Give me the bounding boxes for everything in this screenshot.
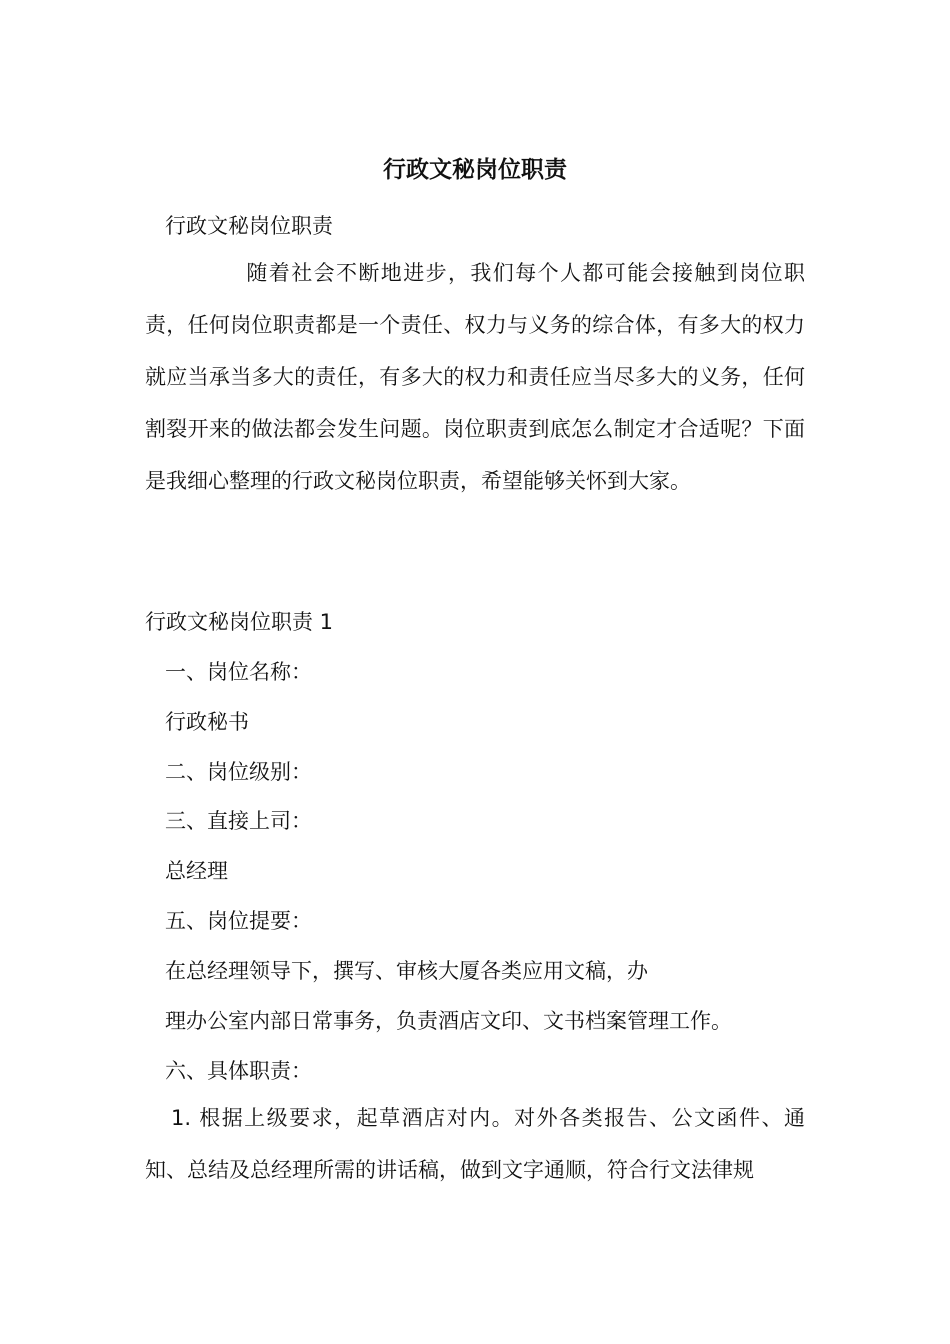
- list-item: 行政秘书: [165, 710, 249, 734]
- list-item: 理办公室内部日常事务，负责酒店文印、文书档案管理工作。: [165, 1009, 732, 1033]
- list-item: 五、岗位提要：: [165, 909, 312, 933]
- list-item: 二、岗位级别：: [165, 760, 312, 784]
- list-item: 三、直接上司：: [165, 809, 312, 833]
- section-heading: 行政文秘岗位职责 1: [145, 610, 334, 634]
- list-item: 在总经理领导下，撰写、审核大厦各类应用文稿，办: [165, 959, 648, 983]
- intro-text: 随着社会不断地进步，我们每个人都可能会接触到岗位职责，任何岗位职责都是一个责任、权力与义务的综合体，有多大的权力就应当承当多大的责任，有多大的权力和责任应当尽多大的义务，任何割裂开来的做法都会发生问题。岗位职责到底怎么制定才合适呢？下面是我细心整理的行政文秘岗位职责，希望能够关怀到大家。: [145, 261, 805, 493]
- list-item: 总经理: [165, 859, 228, 883]
- list-item: 六、具体职责：: [165, 1059, 312, 1083]
- duty-paragraph: 1. 根据上级要求，起草酒店对内。对外各类报告、公文函件、通知、总结及总经理所需的讲话稿，做到文字通顺，符合行文法律规: [145, 1106, 805, 1182]
- list-item: 一、岗位名称：: [165, 660, 312, 684]
- intro-paragraph: [145, 247, 805, 507]
- document-title: 行政文秘岗位职责: [383, 156, 567, 183]
- subtitle: 行政文秘岗位职责: [165, 214, 333, 238]
